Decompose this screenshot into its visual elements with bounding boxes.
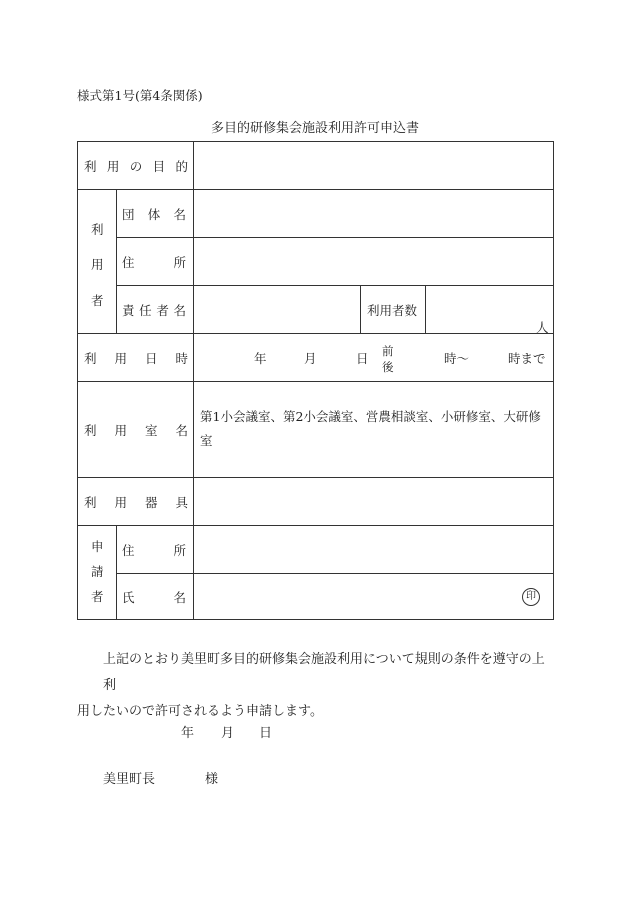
group-name-label: 団 体 名 xyxy=(122,206,186,222)
honorific: 様 xyxy=(205,772,219,787)
date-day: 日 xyxy=(356,350,369,366)
group-name-input[interactable] xyxy=(194,190,553,237)
addressee: 美里町長 xyxy=(103,772,156,787)
user-count-unit: 人 xyxy=(536,320,549,335)
equipment-label: 利 用 器 具 xyxy=(84,494,188,510)
applicant-label-2: 請 xyxy=(91,564,104,579)
room-value: 第1小会議室、第2小会議室、営農相談室、小研修室、大研修 xyxy=(200,409,541,424)
user-group-label-3: 者 xyxy=(91,293,104,308)
declaration-text xyxy=(77,647,557,725)
time-to: 時まで xyxy=(508,350,546,366)
date-line-month: 月 xyxy=(221,726,235,741)
declaration-line-2: 用したいので許可されるよう申請します。 xyxy=(77,704,323,719)
seal-mark: 印 xyxy=(522,588,540,606)
applicant-label-1: 申 xyxy=(91,539,104,554)
user-count-input[interactable] xyxy=(426,286,530,333)
applicant-address-input[interactable] xyxy=(194,526,553,573)
time-from: 時〜 xyxy=(444,350,470,366)
user-group-label-1: 利 xyxy=(91,222,104,237)
pm-label: 後 xyxy=(382,360,394,374)
responsible-name-input[interactable] xyxy=(194,286,360,333)
applicant-label-3: 者 xyxy=(91,589,104,604)
datetime-label: 利 用 日 時 xyxy=(84,350,188,366)
applicant-name-label: 氏 名 xyxy=(122,589,186,605)
application-form-table xyxy=(77,141,554,620)
applicant-address-label: 住 所 xyxy=(122,542,186,558)
room-label: 利 用 室 名 xyxy=(84,422,188,438)
address-label: 住 所 xyxy=(122,254,186,270)
date-month: 月 xyxy=(304,350,317,366)
purpose-label: 利 用 の 目 的 xyxy=(84,158,188,174)
declaration-line-1: 上記のとおり美里町多目的研修集会施設利用について規則の条件を遵守の上利 xyxy=(103,652,545,693)
equipment-input[interactable] xyxy=(194,478,553,525)
am-label: 前 xyxy=(382,344,394,358)
form-title: 多目的研修集会施設利用許可申込書 xyxy=(210,121,419,136)
address-input[interactable] xyxy=(194,238,553,285)
date-year: 年 xyxy=(254,350,267,366)
form-number: 様式第1号(第4条関係) xyxy=(77,88,203,103)
room-value-cont: 室 xyxy=(200,433,213,448)
user-group-label-2: 用 xyxy=(91,257,104,272)
responsible-name-label: 責 任 者 名 xyxy=(122,302,186,318)
purpose-input[interactable] xyxy=(194,142,553,189)
applicant-name-input[interactable] xyxy=(194,574,524,619)
date-line-year: 年 xyxy=(181,726,195,741)
date-line-day: 日 xyxy=(259,726,273,741)
user-count-label: 利用者数 xyxy=(367,302,418,318)
